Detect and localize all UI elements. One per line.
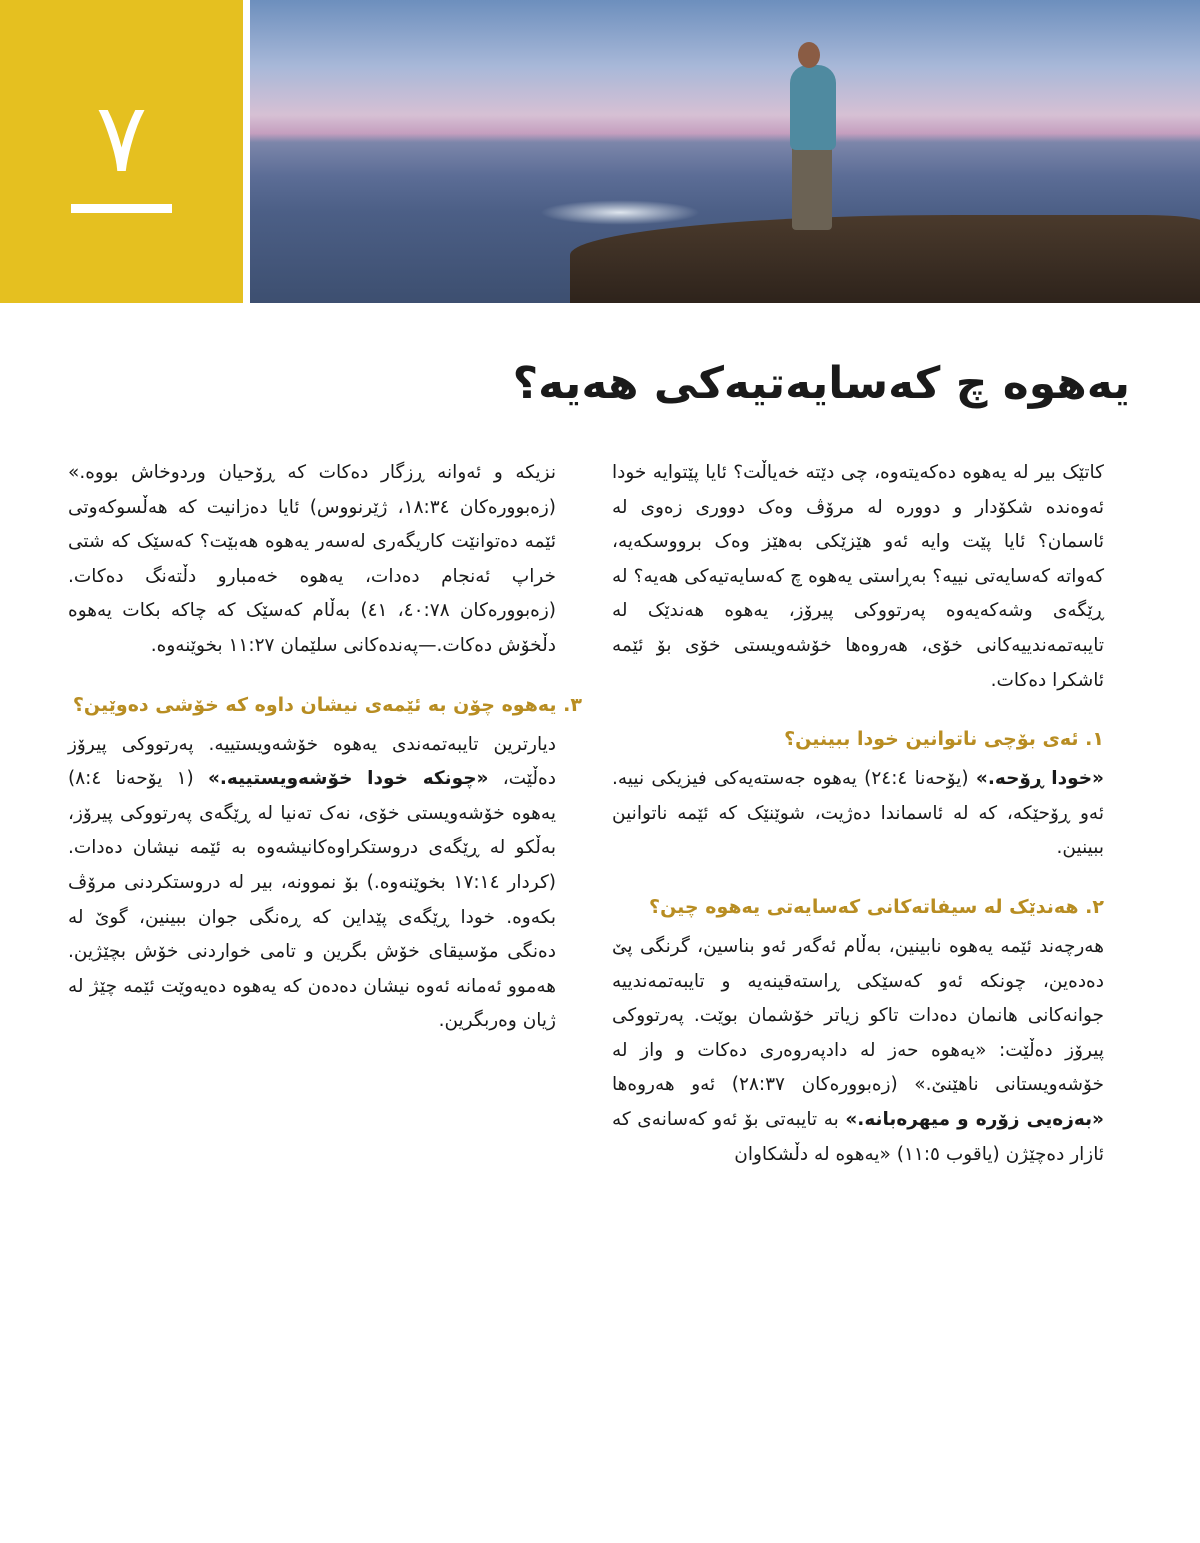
left-column (68, 456, 582, 1063)
bold-quote: «بەزەیی زۆرە و میهرەبانە.» (845, 1108, 1104, 1130)
page-title: یەهوە چ کەسایەتیەکی هەیە؟ (512, 358, 1130, 409)
rocky-shore (570, 215, 1200, 303)
section-2-continuation: نزیکە و ئەوانە ڕزگار دەکات کە ڕۆحیان وردوخاش بووە.» (زەبوورەکان ١٨:٣٤، ژێرنووس) ئایا دەزانیت کە هەڵسوکەوتی ئێمە دەتوانێت کاریگەری لەسەر یەهوە هەبێت؟ کەسێک کە شتی خراپ ئەنجام دەدات، یەهوە خەمبارو دڵتەنگ دەکات. (زەبوورەکان ٤٠:٧٨، ٤١) بەڵام کەسێک کە چاکە بکات یەهوە دڵخۆش دەکات.—پەندەکانی سلێمان ١١:٢٧ بخوێنەوە. (68, 462, 556, 656)
wave-foam (540, 200, 700, 225)
section-1-heading: ١. ئەی بۆچی ناتوانین خودا ببینین؟ (784, 728, 1104, 751)
intro-paragraph: کاتێک بیر لە یەهوە دەکەیتەوە، چی دێتە خەیاڵت؟ ئایا پێتوایە خودا ئەوەندە شکۆدار و دوورە لە مرۆڤ وەک دووری زەوی لە ئاسمان؟ ئایا پێت وایە ئەو هێزێکی بەهێز وەک برووسکەیە، کەواتە کەسایەتی نییە؟ بەڕاستی یەهوە چ کەسایەتیەکی هەیە؟ لە ڕێگەی وشەکەیەوە پەرتووکی پیرۆز، یەهوە هەندێک لە تایبەتمەندییەکانی خۆی، هەروەها خۆشەویستی خۆی بۆ ئێمە ئاشکرا دەکات. (612, 462, 1104, 691)
lesson-number-block (0, 0, 243, 303)
right-column (612, 456, 1104, 1196)
person-legs (792, 145, 832, 230)
bold-quote: «خودا ڕۆحە.» (975, 768, 1104, 790)
lesson-number: ٧ (95, 82, 148, 194)
person-head (798, 42, 820, 68)
section-1-paragraph: «خودا ڕۆحە.» (یۆحەنا ٢٤:٤) یەهوە جەستەیەکی فیزیکی نییە. ئەو ڕۆحێکە، کە لە ئاسماندا دەژیت، شوێنێک کە ئێمە ناتوانین ببینین. (612, 768, 1104, 859)
section-3-heading: ٣. یەهوە چۆن بە ئێمەی نیشان داوە کە خۆشی دەوێین؟ (72, 693, 582, 716)
hero-photo-man-by-sea (250, 0, 1200, 303)
bold-quote: «چونکە خودا خۆشەویستییە.» (207, 768, 489, 790)
section-2-paragraph: هەرچەند ئێمە یەهوە نابینین، بەڵام ئەگەر ئەو بناسین، گرنگی پێ دەدەین، چونکە ئەو کەسێکی ڕاستەقینەیە و تایبەتمەندییە جوانەکانی هانمان دەدات تاکو زیاتر خۆشمان بوێت. پەرتووکی پیرۆز دەڵێت: «یەهوە حەز لە دادپەروەری دەکات و واز لە خۆشەویستانی ناهێنێ.» (زەبوورەکان ٢٨:٣٧) ئەو هەروەها «بەزەیی زۆرە و میهرەبانە.» بە تایبەتی بۆ ئەو کەسانەی کە ئازار دەچێژن (یاقوب ١١:٥) «یەهوە لە دڵشکاوان (612, 935, 1104, 1165)
section-2-heading: ٢. هەندێک لە سیفاتەکانی کەسایەتی یەهوە چین؟ (649, 895, 1104, 918)
person-body (790, 65, 836, 150)
lesson-number-underline (71, 204, 172, 213)
section-3-paragraph: دیارترین تایبەتمەندی یەهوە خۆشەویستییە. پەرتووکی پیرۆز دەڵێت، «چونکە خودا خۆشەویستییە.» (١ یۆحەنا ٨:٤) یەهوە خۆشەویستی خۆی، نەک تەنیا لە ڕێگەی پەرتووکی پیرۆز، بەڵکو لە ڕێگەی دروستکراوەکانیشەوە بە ئێمە نیشان دەدات. (کردار ١٧:١٤ بخوێنەوە.) بۆ نموونە، بیر لە دروستکردنی مرۆڤ بکەوە. خودا ڕێگەی پێداین کە ڕەنگی جوان ببینین، گوێ لە دەنگی مۆسیقای خۆش بگرین و تامی خواردنی خۆش بچێژین. هەموو ئەمانە ئەوە نیشان دەدەن کە یەهوە دەیەوێت ئێمە چێژ لە ژیان وەربگرین. (68, 733, 556, 1032)
